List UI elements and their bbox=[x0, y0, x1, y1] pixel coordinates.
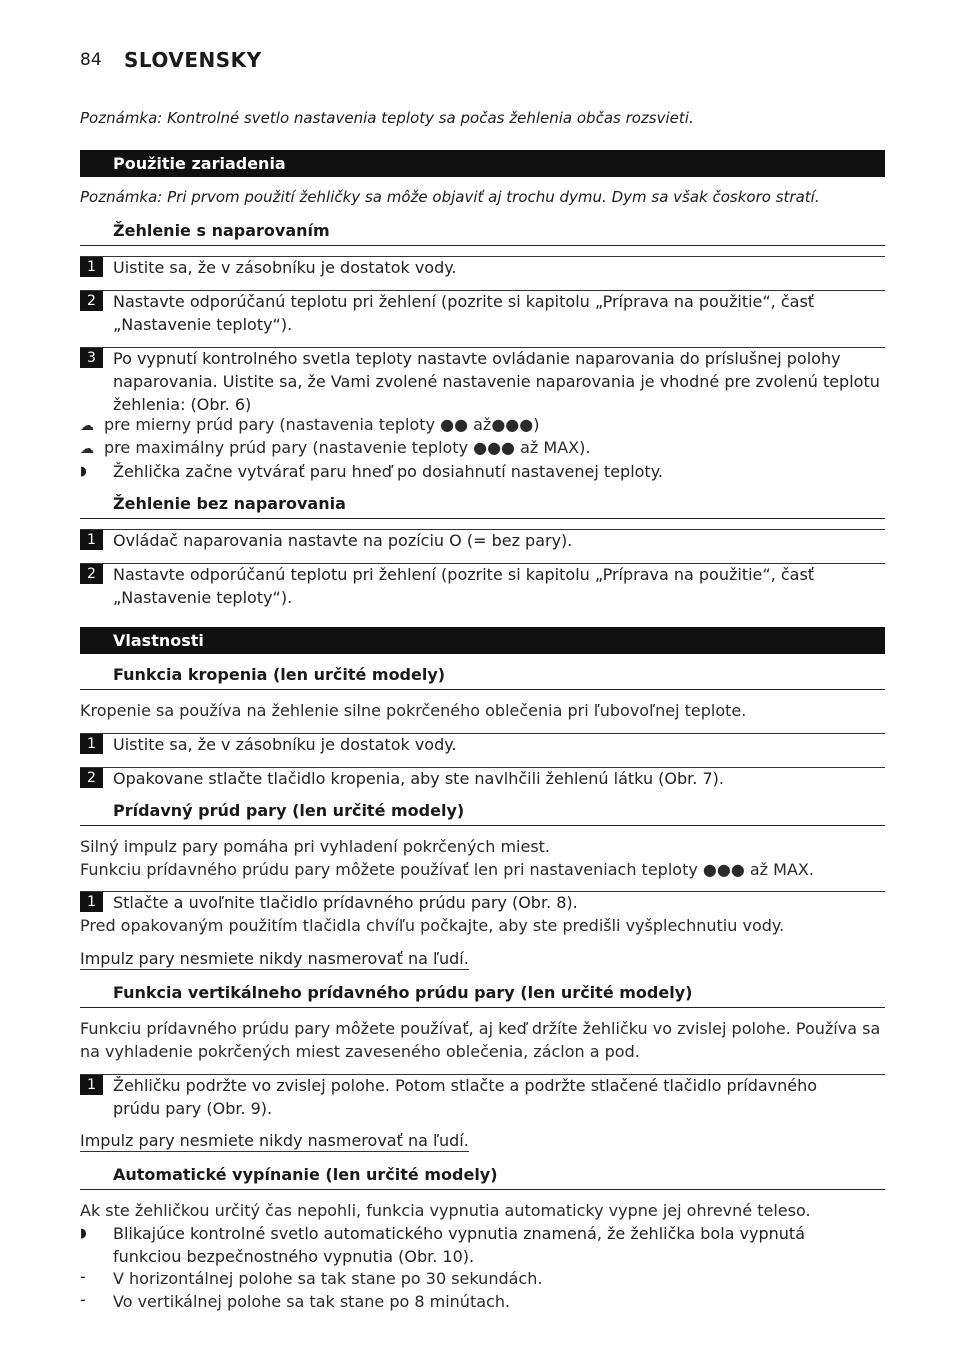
dash-text: V horizontálnej polohe sa tak stane po 30 sekundách. bbox=[113, 1269, 543, 1288]
step-number: 1 bbox=[80, 734, 103, 754]
step-text-line-2: „Nastavenie teploty“). bbox=[113, 588, 293, 607]
step-text: Uistite sa, že v zásobníku je dostatok vody. bbox=[113, 735, 457, 754]
step-text-line-2: prúdu pary (Obr. 9). bbox=[113, 1099, 273, 1118]
step-text-line-1: Žehličku podržte vo zvislej polohe. Potom stlačte a podržte stlačené tlačidlo prídavného bbox=[113, 1076, 818, 1095]
section-title: Vlastnosti bbox=[113, 631, 204, 650]
paragraph-vertical-intro-line-1: Funkciu prídavného prúdu pary môžete používať, aj keď držíte žehličku vo zvislej polohe. Používa sa bbox=[80, 1019, 881, 1038]
steam-cloud-icon: ☁ bbox=[80, 418, 94, 434]
step-text-line-2: „Nastavenie teploty“). bbox=[113, 315, 293, 334]
step-number: 2 bbox=[80, 564, 103, 584]
steam-max-line bbox=[80, 438, 590, 457]
subheading-auto-off bbox=[80, 1163, 885, 1190]
subheading-vertical-shot bbox=[80, 981, 885, 1008]
step-text-line-3: žehlenia: (Obr. 6) bbox=[113, 395, 252, 414]
bullet-text-line-1: Blikajúce kontrolné svetlo automatického vypnutia znamená, že žehlička bola vypnutá bbox=[113, 1224, 805, 1243]
paragraph-vertical-intro-line-2: na vyhladenie pokrčených miest zaveseného oblečenia, záclon a pod. bbox=[80, 1042, 640, 1061]
step-text: Uistite sa, že v zásobníku je dostatok vody. bbox=[113, 258, 457, 277]
step-text-line-2: naparovania. Uistite sa, že Vami zvolené nastavenie naparovania je vhodné pre zvolenú teplotu bbox=[113, 372, 880, 391]
steam-moderate-text: pre mierny prúd pary (nastavenia teploty ●● až●●●) bbox=[104, 415, 540, 434]
bullet-marker-icon: ◗ bbox=[80, 464, 87, 479]
step-number: 2 bbox=[80, 768, 103, 788]
paragraph-shot-intro-line-1: Silný impulz pary pomáha pri vyhladení pokrčených miest. bbox=[80, 837, 551, 856]
section-band-use bbox=[80, 150, 885, 177]
step-text-line-1: Nastavte odporúčanú teplotu pri žehlení (pozrite si kapitolu „Príprava na použitie“, časť bbox=[113, 292, 815, 311]
warning-steam-people: Impulz pary nesmiete nikdy nasmerovať na ľudí. bbox=[80, 1131, 469, 1150]
bullet-text: Žehlička začne vytvárať paru hneď po dosiahnutí nastavenej teploty. bbox=[113, 462, 663, 481]
step-text-line-1: Po vypnutí kontrolného svetla teploty nastavte ovládanie naparovania do príslušnej polohy bbox=[113, 349, 841, 368]
step-text: Stlačte a uvoľnite tlačidlo prídavného prúdu pary (Obr. 8). bbox=[113, 893, 578, 912]
subheading-spray bbox=[80, 663, 885, 690]
step-text: Opakovane stlačte tlačidlo kropenia, aby ste navlhčili žehlenú látku (Obr. 7). bbox=[113, 769, 724, 788]
step-number: 3 bbox=[80, 348, 103, 368]
subheading-text: Žehlenie bez naparovania bbox=[113, 494, 346, 513]
subheading-text: Funkcia vertikálneho prídavného prúdu pary (len určité modely) bbox=[113, 983, 693, 1002]
language-heading: SLOVENSKY bbox=[124, 48, 262, 72]
subheading-shot-of-steam bbox=[80, 799, 885, 826]
steam-moderate-line bbox=[80, 415, 539, 434]
subheading-text: Automatické vypínanie (len určité modely) bbox=[113, 1165, 498, 1184]
paragraph-spray-intro: Kropenie sa používa na žehlenie silne pokrčeného oblečenia pri ľubovoľnej teplote. bbox=[80, 701, 747, 720]
step-number: 1 bbox=[80, 892, 103, 912]
step-text-line-1: Nastavte odporúčanú teplotu pri žehlení (pozrite si kapitolu „Príprava na použitie“, časť bbox=[113, 565, 815, 584]
paragraph-shot-after: Pred opakovaným použitím tlačidla chvíľu počkajte, aby ste predišli vyšplechnutiu vody. bbox=[80, 916, 785, 935]
section-band-features bbox=[80, 627, 885, 654]
subheading-text: Prídavný prúd pary (len určité modely) bbox=[113, 801, 465, 820]
section-title: Použitie zariadenia bbox=[113, 154, 286, 173]
page-number: 84 bbox=[80, 50, 102, 70]
step-number: 1 bbox=[80, 530, 103, 550]
note-temperature-light: Poznámka: Kontrolné svetlo nastavenia teploty sa počas žehlenia občas rozsvieti. bbox=[80, 109, 694, 127]
dash-marker: - bbox=[80, 1267, 86, 1286]
bullet-marker-icon: ◗ bbox=[80, 1226, 87, 1241]
steam-max-text: pre maximálny prúd pary (nastavenie teploty ●●● až MAX). bbox=[104, 438, 591, 457]
bullet-text-line-2: funkciou bezpečnostného vypnutia (Obr. 10). bbox=[113, 1247, 475, 1266]
dash-marker: - bbox=[80, 1290, 86, 1309]
note-first-use: Poznámka: Pri prvom použití žehličky sa môže objaviť aj trochu dymu. Dym sa však čoskoro stratí. bbox=[80, 188, 820, 206]
subheading-steam-ironing bbox=[80, 219, 885, 246]
steam-cloud-max-icon: ☁ bbox=[80, 441, 94, 457]
subheading-text: Funkcia kropenia (len určité modely) bbox=[113, 665, 446, 684]
subheading-text: Žehlenie s naparovaním bbox=[113, 221, 330, 240]
step-number: 1 bbox=[80, 257, 103, 277]
step-number: 1 bbox=[80, 1075, 103, 1095]
dash-text: Vo vertikálnej polohe sa tak stane po 8 minútach. bbox=[113, 1292, 511, 1311]
paragraph-auto-off-intro: Ak ste žehličkou určitý čas nepohli, funkcia vypnutia automaticky vypne jej ohrevné teleso. bbox=[80, 1201, 811, 1220]
warning-steam-people: Impulz pary nesmiete nikdy nasmerovať na ľudí. bbox=[80, 949, 469, 968]
step-number: 2 bbox=[80, 291, 103, 311]
subheading-dry-ironing bbox=[80, 492, 885, 519]
paragraph-shot-intro-line-2: Funkciu prídavného prúdu pary môžete používať len pri nastaveniach teploty ●●● až MAX. bbox=[80, 860, 814, 879]
step-text: Ovládač naparovania nastavte na pozíciu O (= bez pary). bbox=[113, 531, 573, 550]
